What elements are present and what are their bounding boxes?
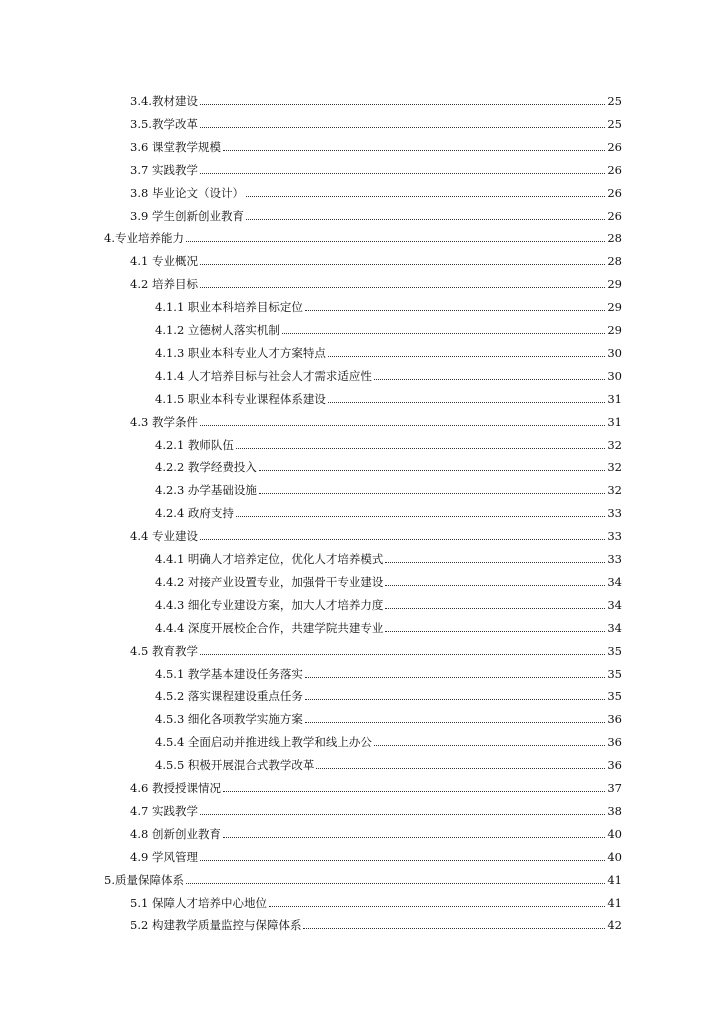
toc-entry-title: 4.5.4 全面启动并推进线上教学和线上办公	[155, 735, 372, 749]
toc-entry-title: 4.1.2 立德树人落实机制	[155, 323, 280, 337]
toc-entry[interactable]	[130, 109, 622, 131]
toc-page-number: 42	[607, 918, 622, 932]
toc-dot-leader	[200, 850, 605, 864]
toc-page-number: 32	[607, 483, 622, 497]
toc-entry-title: 4.2.4 政府支持	[155, 506, 234, 520]
toc-dot-leader	[200, 254, 605, 268]
toc-dot-leader	[282, 323, 605, 337]
toc-entry[interactable]	[155, 659, 622, 681]
toc-entry-title: 3.9 学生创新创业教育	[130, 209, 244, 223]
toc-dot-leader	[236, 438, 605, 452]
toc-page-number: 26	[607, 186, 622, 200]
toc-page-number: 34	[607, 575, 622, 589]
toc-page-number: 40	[607, 827, 622, 841]
toc-entry-title: 4.专业培养能力	[104, 231, 184, 245]
toc-entry[interactable]	[104, 223, 622, 245]
toc-entry[interactable]	[155, 315, 622, 337]
toc-dot-leader	[200, 117, 605, 131]
toc-entry[interactable]	[155, 727, 622, 749]
toc-entry-title: 4.8 创新创业教育	[130, 827, 221, 841]
toc-dot-leader	[305, 712, 605, 726]
toc-entry-title: 4.4 专业建设	[130, 529, 198, 543]
toc-entry-title: 4.4.4 深度开展校企合作，共建学院共建专业	[155, 621, 384, 635]
toc-dot-leader	[200, 529, 605, 543]
toc-page-number: 29	[607, 277, 622, 291]
toc-dot-leader	[186, 231, 605, 245]
toc-entry[interactable]	[130, 269, 622, 291]
toc-page-number: 32	[607, 460, 622, 474]
toc-entry-title: 4.4.2 对接产业设置专业，加强骨干专业建设	[155, 575, 384, 589]
toc-page-number: 33	[607, 506, 622, 520]
toc-entry[interactable]	[130, 819, 622, 841]
toc-page-number: 36	[607, 735, 622, 749]
toc-dot-leader	[385, 598, 605, 612]
toc-entry-title: 4.1.4 人才培养目标与社会人才需求适应性	[155, 369, 372, 383]
toc-entry[interactable]	[155, 452, 622, 474]
toc-entry-title: 4.2.3 办学基础设施	[155, 483, 257, 497]
toc-entry[interactable]	[130, 636, 622, 658]
toc-page-number: 41	[607, 896, 622, 910]
toc-entry-title: 4.2 培养目标	[130, 277, 198, 291]
toc-page-number: 33	[607, 529, 622, 543]
toc-dot-leader	[269, 896, 605, 910]
toc-entry-title: 4.5 教育教学	[130, 644, 198, 658]
toc-entry-title: 5.2 构建教学质量监控与保障体系	[130, 918, 302, 932]
toc-page-number: 33	[607, 552, 622, 566]
toc-dot-leader	[328, 392, 605, 406]
toc-page-number: 26	[607, 163, 622, 177]
toc-entry[interactable]	[155, 384, 622, 406]
toc-page-number: 28	[607, 231, 622, 245]
toc-entry[interactable]	[155, 544, 622, 566]
toc-entry-title: 4.5.5 积极开展混合式教学改革	[155, 758, 315, 772]
toc-page-number: 38	[607, 804, 622, 818]
toc-dot-leader	[385, 575, 605, 589]
toc-entry-title: 3.7 实践教学	[130, 163, 198, 177]
toc-entry[interactable]	[155, 590, 622, 612]
toc-entry-title: 4.4.1 明确人才培养定位，优化人才培养模式	[155, 552, 384, 566]
toc-entry-title: 4.4.3 细化专业建设方案，加大人才培养力度	[155, 598, 384, 612]
toc-dot-leader	[186, 873, 605, 887]
toc-entry[interactable]	[130, 910, 622, 932]
toc-entry-title: 4.5.3 细化各项教学实施方案	[155, 712, 303, 726]
toc-dot-leader	[305, 300, 605, 314]
toc-entry[interactable]	[130, 888, 622, 910]
toc-dot-leader	[200, 804, 605, 818]
toc-entry-title: 4.1.5 职业本科专业课程体系建设	[155, 392, 326, 406]
toc-entry-title: 4.7 实践教学	[130, 804, 198, 818]
toc-entry[interactable]	[155, 613, 622, 635]
toc-page-number: 32	[607, 438, 622, 452]
toc-dot-leader	[200, 415, 605, 429]
toc-page-number: 25	[607, 117, 622, 131]
toc-entry-title: 5.质量保障体系	[104, 873, 184, 887]
toc-entry-title: 4.5.1 教学基本建设任务落实	[155, 667, 303, 681]
toc-dot-leader	[236, 506, 605, 520]
toc-dot-leader	[223, 827, 605, 841]
toc-entry-title: 3.6 课堂教学规模	[130, 140, 221, 154]
toc-page-number: 34	[607, 598, 622, 612]
toc-dot-leader	[305, 667, 605, 681]
toc-page-number: 30	[607, 369, 622, 383]
toc-page-number: 40	[607, 850, 622, 864]
toc-entry-title: 3.5.教学改革	[130, 117, 198, 131]
toc-entry-title: 4.1.3 职业本科专业人才方案特点	[155, 346, 326, 360]
toc-dot-leader	[223, 781, 605, 795]
toc-page-number: 31	[607, 392, 622, 406]
toc-entry[interactable]	[130, 246, 622, 268]
toc-entry-title: 4.3 教学条件	[130, 415, 198, 429]
toc-page-number: 29	[607, 323, 622, 337]
toc-entry-title: 4.5.2 落实课程建设重点任务	[155, 689, 303, 703]
toc-entry[interactable]	[155, 475, 622, 497]
toc-entry-title: 4.6 教授授课情况	[130, 781, 221, 795]
toc-page-number: 30	[607, 346, 622, 360]
toc-entry[interactable]	[155, 498, 622, 520]
toc-entry[interactable]	[130, 773, 622, 795]
toc-dot-leader	[303, 918, 605, 932]
toc-entry[interactable]	[130, 796, 622, 818]
toc-entry[interactable]	[155, 567, 622, 589]
toc-dot-leader	[305, 689, 605, 703]
toc-entry[interactable]	[155, 681, 622, 703]
toc-entry[interactable]	[130, 178, 622, 200]
toc-entry[interactable]	[130, 407, 622, 429]
toc-dot-leader	[328, 346, 605, 360]
toc-entry-title: 4.9 学风管理	[130, 850, 198, 864]
toc-page-number: 35	[607, 644, 622, 658]
toc-entry[interactable]	[155, 338, 622, 360]
toc-entry-title: 4.1.1 职业本科培养目标定位	[155, 300, 303, 314]
toc-page-number: 26	[607, 209, 622, 223]
toc-entry[interactable]	[155, 430, 622, 452]
toc-entry[interactable]	[130, 842, 622, 864]
toc-page-number: 35	[607, 689, 622, 703]
toc-entry[interactable]	[130, 155, 622, 177]
toc-dot-leader	[200, 163, 605, 177]
toc-entry-title: 4.1 专业概况	[130, 254, 198, 268]
toc-page-number: 34	[607, 621, 622, 635]
toc-page-number: 36	[607, 758, 622, 772]
toc-entry[interactable]	[155, 292, 622, 314]
toc-entry[interactable]	[155, 704, 622, 726]
toc-dot-leader	[200, 644, 605, 658]
toc-dot-leader	[374, 735, 605, 749]
toc-dot-leader	[374, 369, 605, 383]
toc-dot-leader	[200, 277, 605, 291]
toc-page-number: 41	[607, 873, 622, 887]
toc-dot-leader	[259, 460, 605, 474]
toc-entry-title: 4.2.2 教学经费投入	[155, 460, 257, 474]
toc-dot-leader	[385, 621, 605, 635]
toc-page-number: 36	[607, 712, 622, 726]
toc-entry[interactable]	[155, 750, 622, 772]
toc-dot-leader	[246, 186, 605, 200]
toc-entry[interactable]	[104, 865, 622, 887]
toc-page-number: 26	[607, 140, 622, 154]
toc-entry-title: 3.4.教材建设	[130, 94, 198, 108]
toc-dot-leader	[385, 552, 605, 566]
toc-page-number: 35	[607, 667, 622, 681]
toc-entry-title: 4.2.1 教师队伍	[155, 438, 234, 452]
toc-entry-title: 5.1 保障人才培养中心地位	[130, 896, 267, 910]
toc-page-number: 37	[607, 781, 622, 795]
toc-page-number: 31	[607, 415, 622, 429]
toc-entry[interactable]	[130, 521, 622, 543]
toc-entry[interactable]	[130, 132, 622, 154]
toc-dot-leader	[259, 483, 605, 497]
toc-page-number: 28	[607, 254, 622, 268]
toc-dot-leader	[200, 94, 605, 108]
toc-page-number: 25	[607, 94, 622, 108]
toc-dot-leader	[246, 209, 605, 223]
toc-dot-leader	[223, 140, 605, 154]
toc-entry[interactable]	[130, 86, 622, 108]
toc-entry-title: 3.8 毕业论文（设计）	[130, 186, 244, 200]
toc-dot-leader	[316, 758, 605, 772]
toc-entry[interactable]	[155, 361, 622, 383]
toc-page-number: 29	[607, 300, 622, 314]
toc-entry[interactable]	[130, 201, 622, 223]
